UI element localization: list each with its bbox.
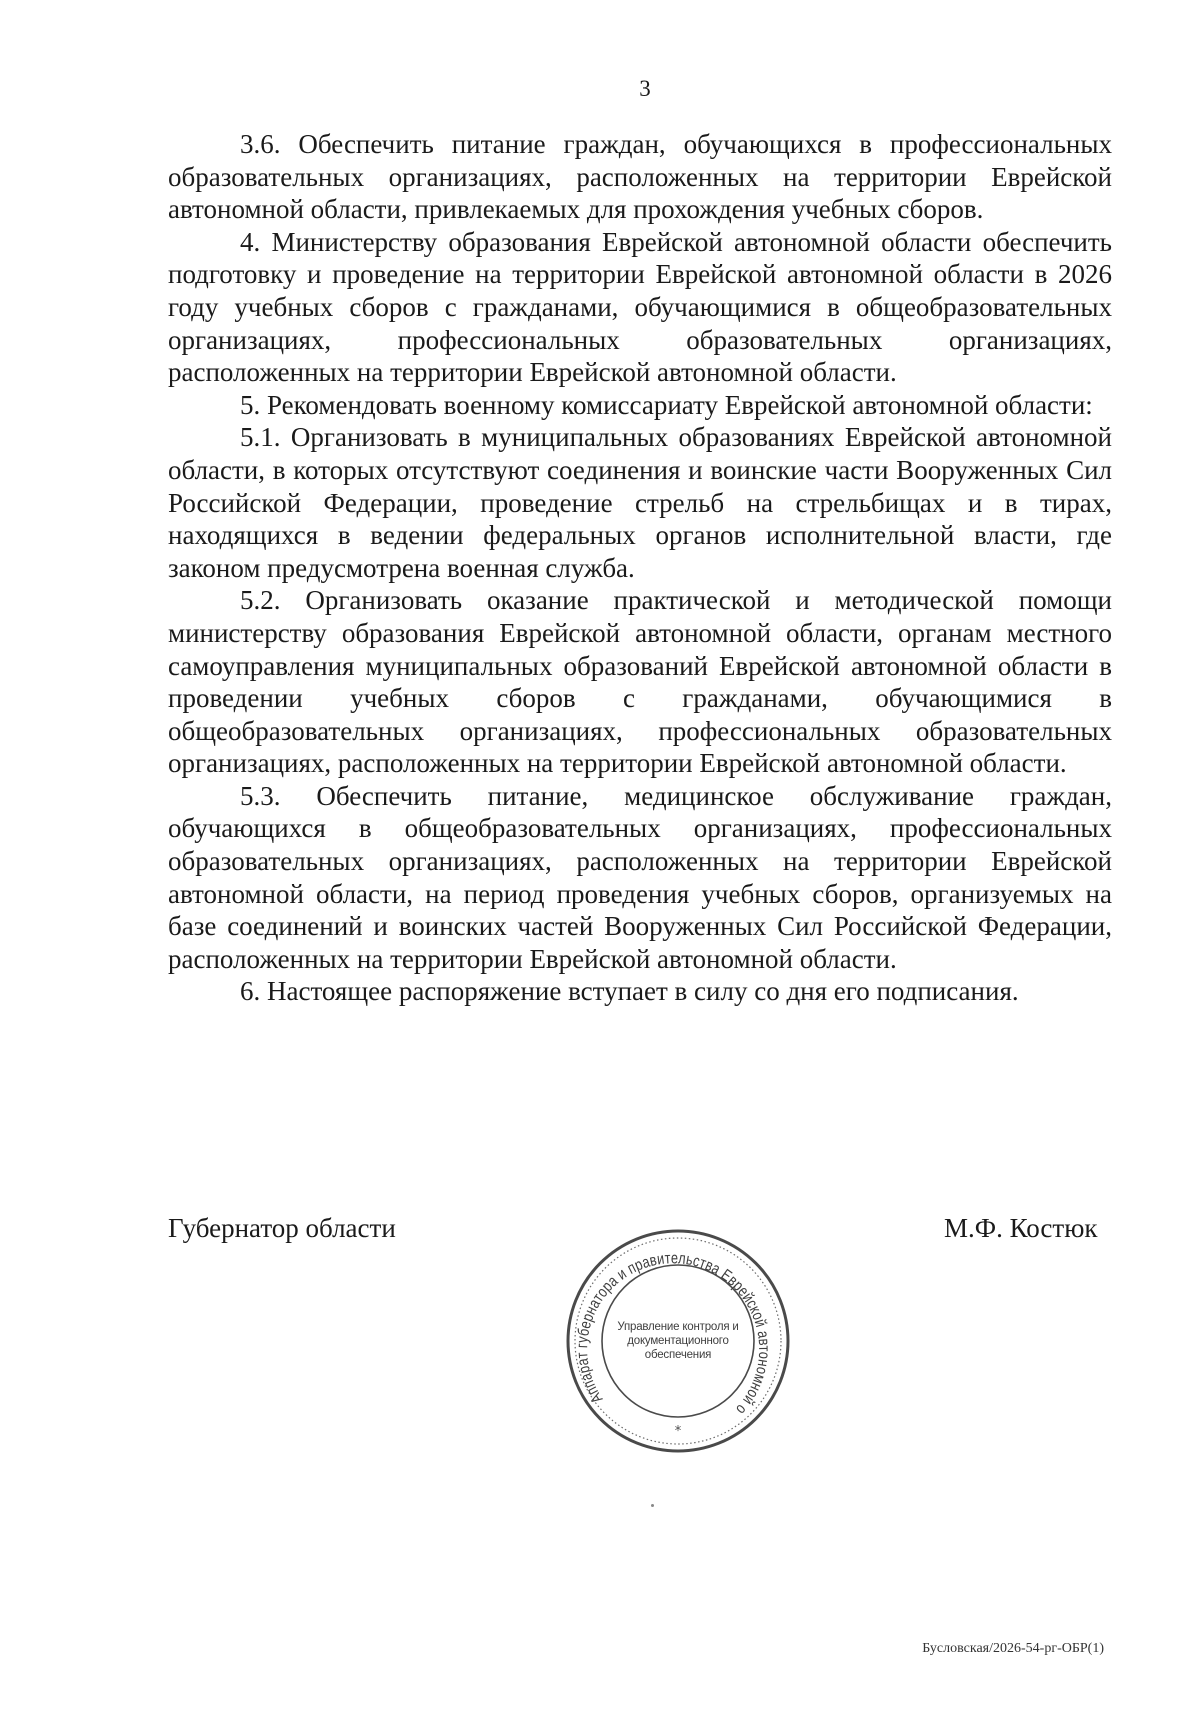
stamp-star: * [674, 1424, 682, 1439]
paragraph-5-1: 5.1. Организовать в муниципальных образованиях Еврейской автономной области, в которых отсутствуют соединения и воинские части Вооруженных Сил Российской Федерации, проведение стрельб на стрельбищах и в тирах, находящихся в ведении федеральных органов исполнительной власти, где законом предусмотрена военная служба. [168, 422, 1112, 583]
paragraph-3-6: 3.6. Обеспечить питание граждан, обучающихся в профессиональных образовательных организациях, расположенных на территории Еврейской автономной области, привлекаемых для прохождения учебных сборов. [168, 129, 1112, 225]
stamp-center-text: Управление контроля и документационного обеспечения [617, 1321, 739, 1361]
paragraph-5-3: 5.3. Обеспечить питание, медицинское обслуживание граждан, обучающихся в общеобразовательных организациях, профессиональных образовательных организациях, расположенных на территории Еврейской автономной области, на период проведения учебных сборов, организуемых на базе соединений и воинских частей Вооруженных Сил Российской Федерации, расположенных на территории Еврейской автономной области. [168, 780, 1112, 974]
paragraph-5-2: 5.2. Организовать оказание практической и методической помощи министерству образования Еврейской автономной области, органам местного самоуправления муниципальных образований Еврейской автономной области в проведении учебных сборов с гражданами, обучающимися в общеобразовательных организациях, профессиональных образовательных организациях, расположенных на территории Еврейской автономной области. [168, 585, 1112, 779]
stamp-ring-textpath: Аппарат губернатора и правительства Еврейской автономной о [574, 1250, 773, 1419]
scan-speck [651, 1504, 654, 1507]
document-body [168, 128, 1112, 1008]
document-reference: Бусловская/2026-54-рг-ОБР(1) [922, 1641, 1104, 1656]
paragraph-4: 4. Министерству образования Еврейской автономной области обеспечить подготовку и проведение на территории Еврейской автономной области в 2026 году учебных сборов с гражданами, обучающимися в общеобразовательных организациях, профессиональных образовательных организациях, расположенных на территории Еврейской автономной области. [168, 226, 1112, 388]
signature-name: М.Ф. Костюк [944, 1213, 1098, 1243]
paragraph-6: 6. Настоящее распоряжение вступает в силу со дня его подписания. [240, 976, 1019, 1007]
paragraph-5: 5. Рекомендовать военному комиссариату Еврейской автономной области: [240, 389, 1093, 420]
official-stamp [563, 1226, 793, 1456]
signature-title: Губернатор области [168, 1213, 396, 1243]
page-number: 3 [639, 76, 651, 101]
